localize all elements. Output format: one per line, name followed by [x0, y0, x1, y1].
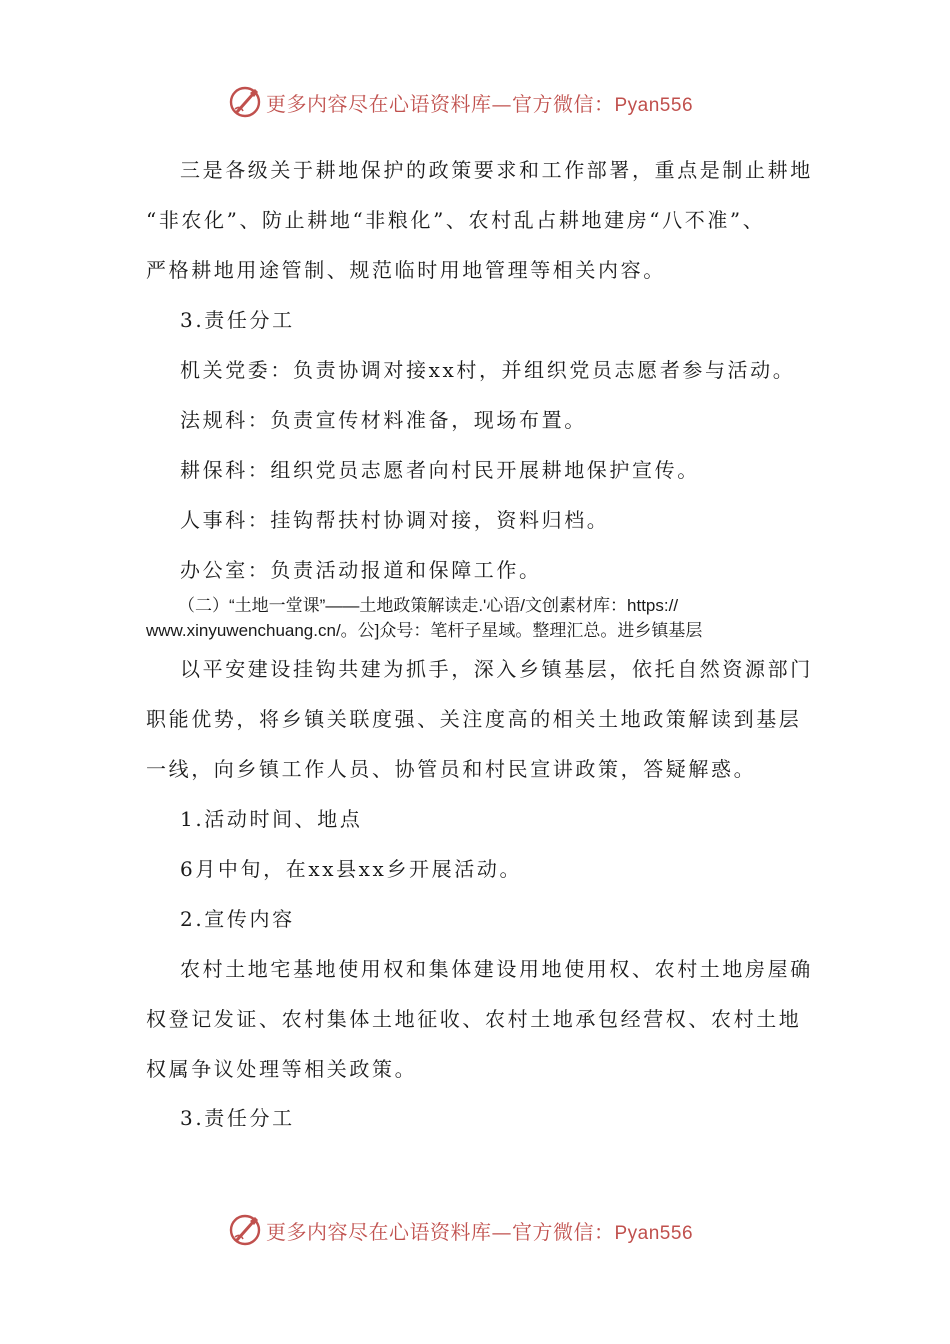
paragraph-line: 三是各级关于耕地保护的政策要求和工作部署，重点是制止耕地	[180, 158, 813, 182]
paragraph-line: “非农化”、防止耕地“非粮化”、农村乱占耕地建房“八不准”、	[146, 208, 766, 232]
paragraph-line: 严格耕地用途管制、规范临时用地管理等相关内容。	[146, 258, 666, 282]
wechat-id: Pyan556	[614, 94, 694, 116]
banner-text: 更多内容尽在心语资料库—官方微信：Pyan556	[266, 91, 694, 116]
paragraph-line: 机关党委：负责协调对接xx村，并组织党员志愿者参与活动。	[180, 358, 796, 382]
paragraph-line: 以平安建设挂钩共建为抓手，深入乡镇基层，依托自然资源部门	[180, 657, 813, 681]
paragraph-line: 权属争议处理等相关政策。	[146, 1057, 418, 1081]
pen-logo-icon	[228, 1213, 262, 1247]
section-heading: 1.活动时间、地点	[180, 807, 363, 831]
footer-banner	[228, 1212, 748, 1248]
paragraph-line: 办公室：负责活动报道和保障工作。	[180, 558, 542, 582]
paragraph-line: 耕保科：组织党员志愿者向村民开展耕地保护宣传。	[180, 458, 700, 482]
wechat-id: Pyan556	[614, 1222, 694, 1244]
pen-logo-icon	[228, 85, 262, 119]
paragraph-line: 人事科：挂钩帮扶村协调对接，资料归档。	[180, 508, 610, 532]
section-heading: 3.责任分工	[180, 1106, 295, 1130]
paragraph-line: 一线，向乡镇工作人员、协管员和村民宣讲政策，答疑解惑。	[146, 757, 757, 781]
section-heading: 3.责任分工	[180, 308, 295, 332]
paragraph-line: 农村土地宅基地使用权和集体建设用地使用权、农村土地房屋确	[180, 957, 813, 981]
ad-line-2: www.xinyuwenchuang.cn/。公]众号：笔杆子星域。整理汇总。进乡镇基层	[146, 621, 703, 640]
paragraph-line: 法规科：负责宣传材料准备，现场布置。	[180, 408, 587, 432]
ad-line-1: （二）“土地一堂课”——土地政策解读走.'心语/文创素材库：https://	[178, 596, 679, 615]
paragraph-line: 职能优势，将乡镇关联度强、关注度高的相关土地政策解读到基层	[146, 707, 802, 731]
header-banner	[228, 84, 748, 120]
paragraph-line: 权登记发证、农村集体土地征收、农村土地承包经营权、农村土地	[146, 1007, 802, 1031]
paragraph-line: 6月中旬，在xx县xx乡开展活动。	[180, 857, 523, 881]
section-heading: 2.宣传内容	[180, 907, 295, 931]
banner-text: 更多内容尽在心语资料库—官方微信：Pyan556	[266, 1219, 694, 1244]
